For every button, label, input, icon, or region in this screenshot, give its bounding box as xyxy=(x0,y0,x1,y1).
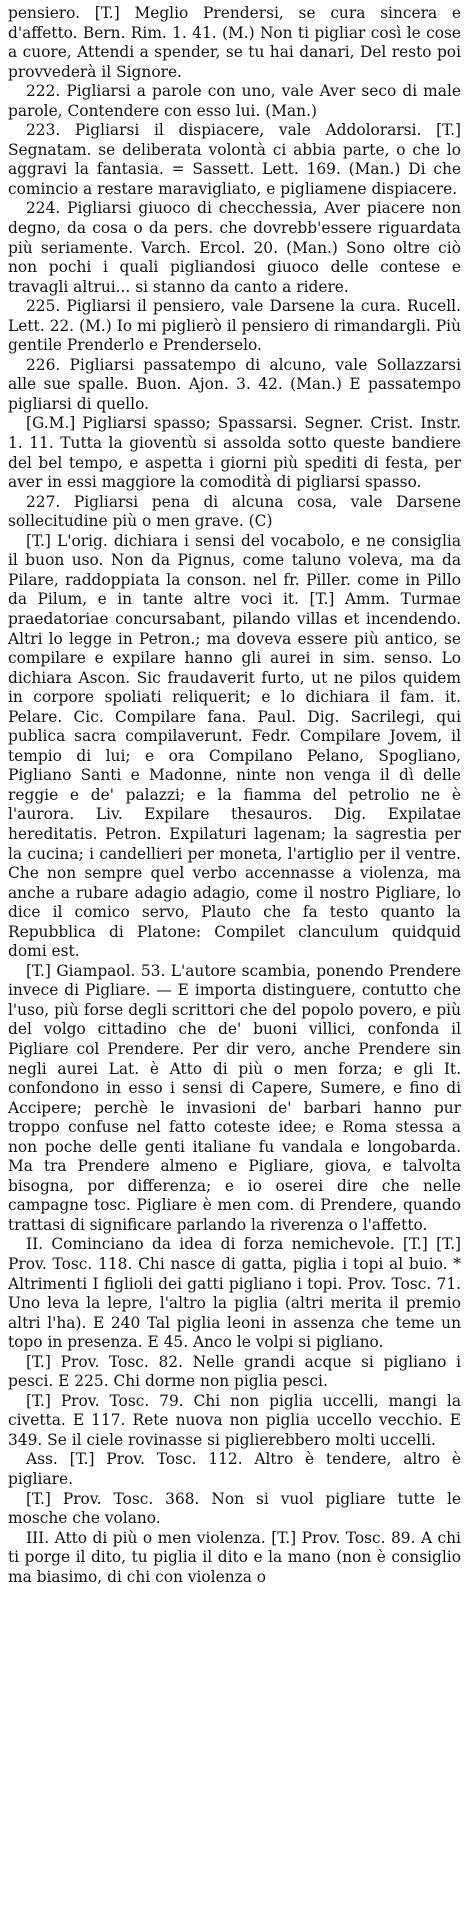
entry-paragraph: III. Atto di più o men violenza. [T.] Prov. Tosc. 89. A chi ti porge il dito, tu piglia il dito e la mano (non è consiglio ma biasimo, di chi con violenza o xyxy=(8,1528,461,1586)
entry-paragraph: II. Cominciano da idea di forza nemichevole. [T.] [T.] Prov. Tosc. 118. Chi nasce di gatta, piglia i topi al buio. * Altrimenti I figlioli dei gatti pigliano i topi. Prov. Tosc. 71. Uno leva la lepre, l'altro la piglia (altri merita il premio altri l'ha). E 240 Tal piglia leoni in assenza che teme un topo in presenza. E 45. Anco le volpi si pigliano. xyxy=(8,1235,461,1352)
entry-paragraph: [T.] Prov. Tosc. 368. Non si vuol pigliare tutte le mosche che volano. xyxy=(8,1489,461,1528)
entry-paragraph: 222. Pigliarsi a parole con uno, vale Aver seco di male parole, Contendere con esso lui. (Man.) xyxy=(8,82,461,120)
entry-paragraph: 224. Pigliarsi giuoco di checchessia, Aver piacere non degno, da cosa o da pers. che dovrebb'essere riguardata più seriamente. Varch. Ercol. 20. (Man.) Sono oltre ciò non pochi i quali pigliandosi giuoco delle contese e travagli altrui... si stanno da canto a ridere. xyxy=(8,199,461,296)
entry-paragraph: [T.] L'orig. dichiara i sensi del vocabolo, e ne consiglia il buon uso. Non da Pignus, come taluno voleva, ma da Pilare, raddoppiata la conson. nel fr. Piller. come in Pillo da Pilum, e in tante altre voci it. [T.] Amm. Turmae praedatoriae concursabant, pilando villas et incendendo. Altri lo legge in Petron.; ma doveva essere più antico, se compilare e expilare hanno gli aurei in sim. senso. Lo dichiara Ascon. Sic fraudaverit furto, ut ne pilos quidem in corpore spoliati reliquerit; e lo dichiara il fam. it. Pelare. Cic. Compilare fana. Paul. Dig. Sacrilegi, qui publica sacra compilaverunt. Fedr. Compilare Jovem, il tempio di lui; e ora Compilano Pelano, Spogliano, Pigliano Santi e Madonne, ninte non venga il dì delle reggie e de' palazzi; e la fiamma del petrolio ne è l'aurora. Liv. Expilare thesauros. Dig. Expilatae hereditatis. Petron. Expilaturi lagenam; la sagrestia per la cucina; i candellieri per moneta, l'artiglio per il ventre. Che non sempre quel verbo accennasse a violenza, ma anche a rubare adagio adagio, come il nostro Pigliare, lo dice il comico servo, Plauto che fa testo quanto la Repubblica di Platone: Compilet clanculum quidquid domi est. xyxy=(8,531,461,961)
entry-paragraph: [T.] Giampaol. 53. L'autore scambia, ponendo Prendere invece di Pigliare. — E importa distinguere, contutto che l'uso, più forse degli scrittori che del popolo povero, e più del volgo cittadino che de' buoni villici, confonda il Pigliare col Prendere. Per dir vero, anche Prendere sin negli aurei Lat. è Atto di più o men forza; e gli It. confondono in esso i sensi di Capere, Sumere, e fino di Accipere; perchè le invasioni de' barbari hanno pur troppo confuse nel fatto coteste idee; e Roma stessa a non poche delle genti italiane fu vandala e longobarda. Ma tra Prendere almeno e Pigliare, giova, e talvolta bisogna, por differenza; e io oserei dire che nelle campagne tosc. Pigliare è men com. di Prendere, quando trattasi di significare parlando la riverenza o l'affetto. xyxy=(8,961,461,1234)
entry-paragraph: 226. Pigliarsi passatempo di alcuno, vale Sollazzarsi alle sue spalle. Buon. Ajon. 3. 42. (Man.) E passatempo pigliarsi di quello. xyxy=(8,355,461,413)
entry-paragraph: [G.M.] Pigliarsi spasso; Spassarsi. Segner. Crist. Instr. 1. 11. Tutta la gioventù si assolda sotto queste bandiere del bel tempo, e aspetta i giorni più spediti di festa, per aver in essi maggiore la comodità di pigliarsi spasso. xyxy=(8,414,461,492)
entry-paragraph: [T.] Prov. Tosc. 82. Nelle grandi acque si pigliano i pesci. E 225. Chi dorme non piglia pesci. xyxy=(8,1352,461,1391)
entry-paragraph: 227. Pigliarsi pena di alcuna cosa, vale Darsene sollecitudine più o men grave. (C) xyxy=(8,492,461,531)
entry-paragraph: 225. Pigliarsi il pensiero, vale Darsene la cura. Rucell. Lett. 22. (M.) Io mi piglierò il pensiero di rimandargli. Più gentile Prenderlo e Prenderselo. xyxy=(8,297,461,355)
entry-paragraph: pensiero. [T.] Meglio Prendersi, se cura sincera e d'affetto. Bern. Rim. 1. 41. (M.) Non ti pigliar così le cose a cuore, Attendi a spender, se tu hai danari, Del resto poi provvederà il Signore. xyxy=(8,4,461,81)
entry-paragraph: Ass. [T.] Prov. Tosc. 112. Altro è tendere, altro è pigliare. xyxy=(8,1450,461,1489)
entry-paragraph: 223. Pigliarsi il dispiacere, vale Addolorarsi. [T.] Segnatam. se deliberata volontà ci abbia parte, o che lo aggravi la fantasia. = Sassett. Lett. 169. (Man.) Di che comincio a restare maravigliato, e pigliamene dispiacere. xyxy=(8,121,461,198)
entry-paragraph: [T.] Prov. Tosc. 79. Chi non piglia uccelli, mangi la civetta. E 117. Rete nuova non piglia uccello vecchio. E 349. Se il ciele rovinasse si piglierebbero molti uccelli. xyxy=(8,1391,461,1449)
